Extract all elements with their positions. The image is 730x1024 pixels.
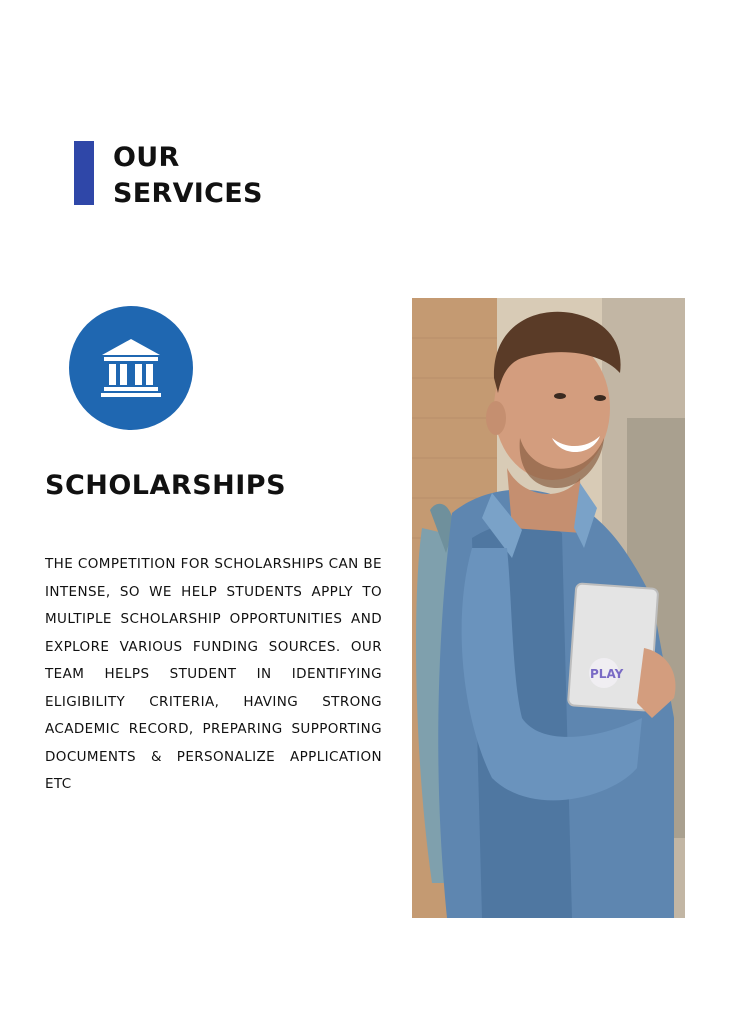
student-photo [412, 298, 685, 918]
accent-bar [74, 141, 94, 205]
heading-line-2: SERVICES [113, 178, 263, 209]
service-title: SCHOLARSHIPS [45, 470, 287, 501]
section-heading [113, 140, 263, 212]
service-icon-badge [69, 306, 193, 430]
heading-line-1: OUR [113, 142, 180, 173]
bank-icon [100, 337, 162, 399]
service-description: THE COMPETITION FOR SCHOLARSHIPS CAN BE INTENSE, SO WE HELP STUDENTS APPLY TO MULTIPLE SCHOLARSHIP OPPORTUNITIES AND EXPLORE VARIOUS FUNDING SOURCES. OUR TEAM HELPS STUDENT IN IDENTIFYING ELIGIBILITY CRITERIA, HAVING STRONG ACADEMIC RECORD, PREPARING SUPPORTING DOCUMENTS & PERSONALIZE APPLICATION ETC [45, 556, 382, 792]
tablet-label: PLAY [590, 667, 624, 681]
